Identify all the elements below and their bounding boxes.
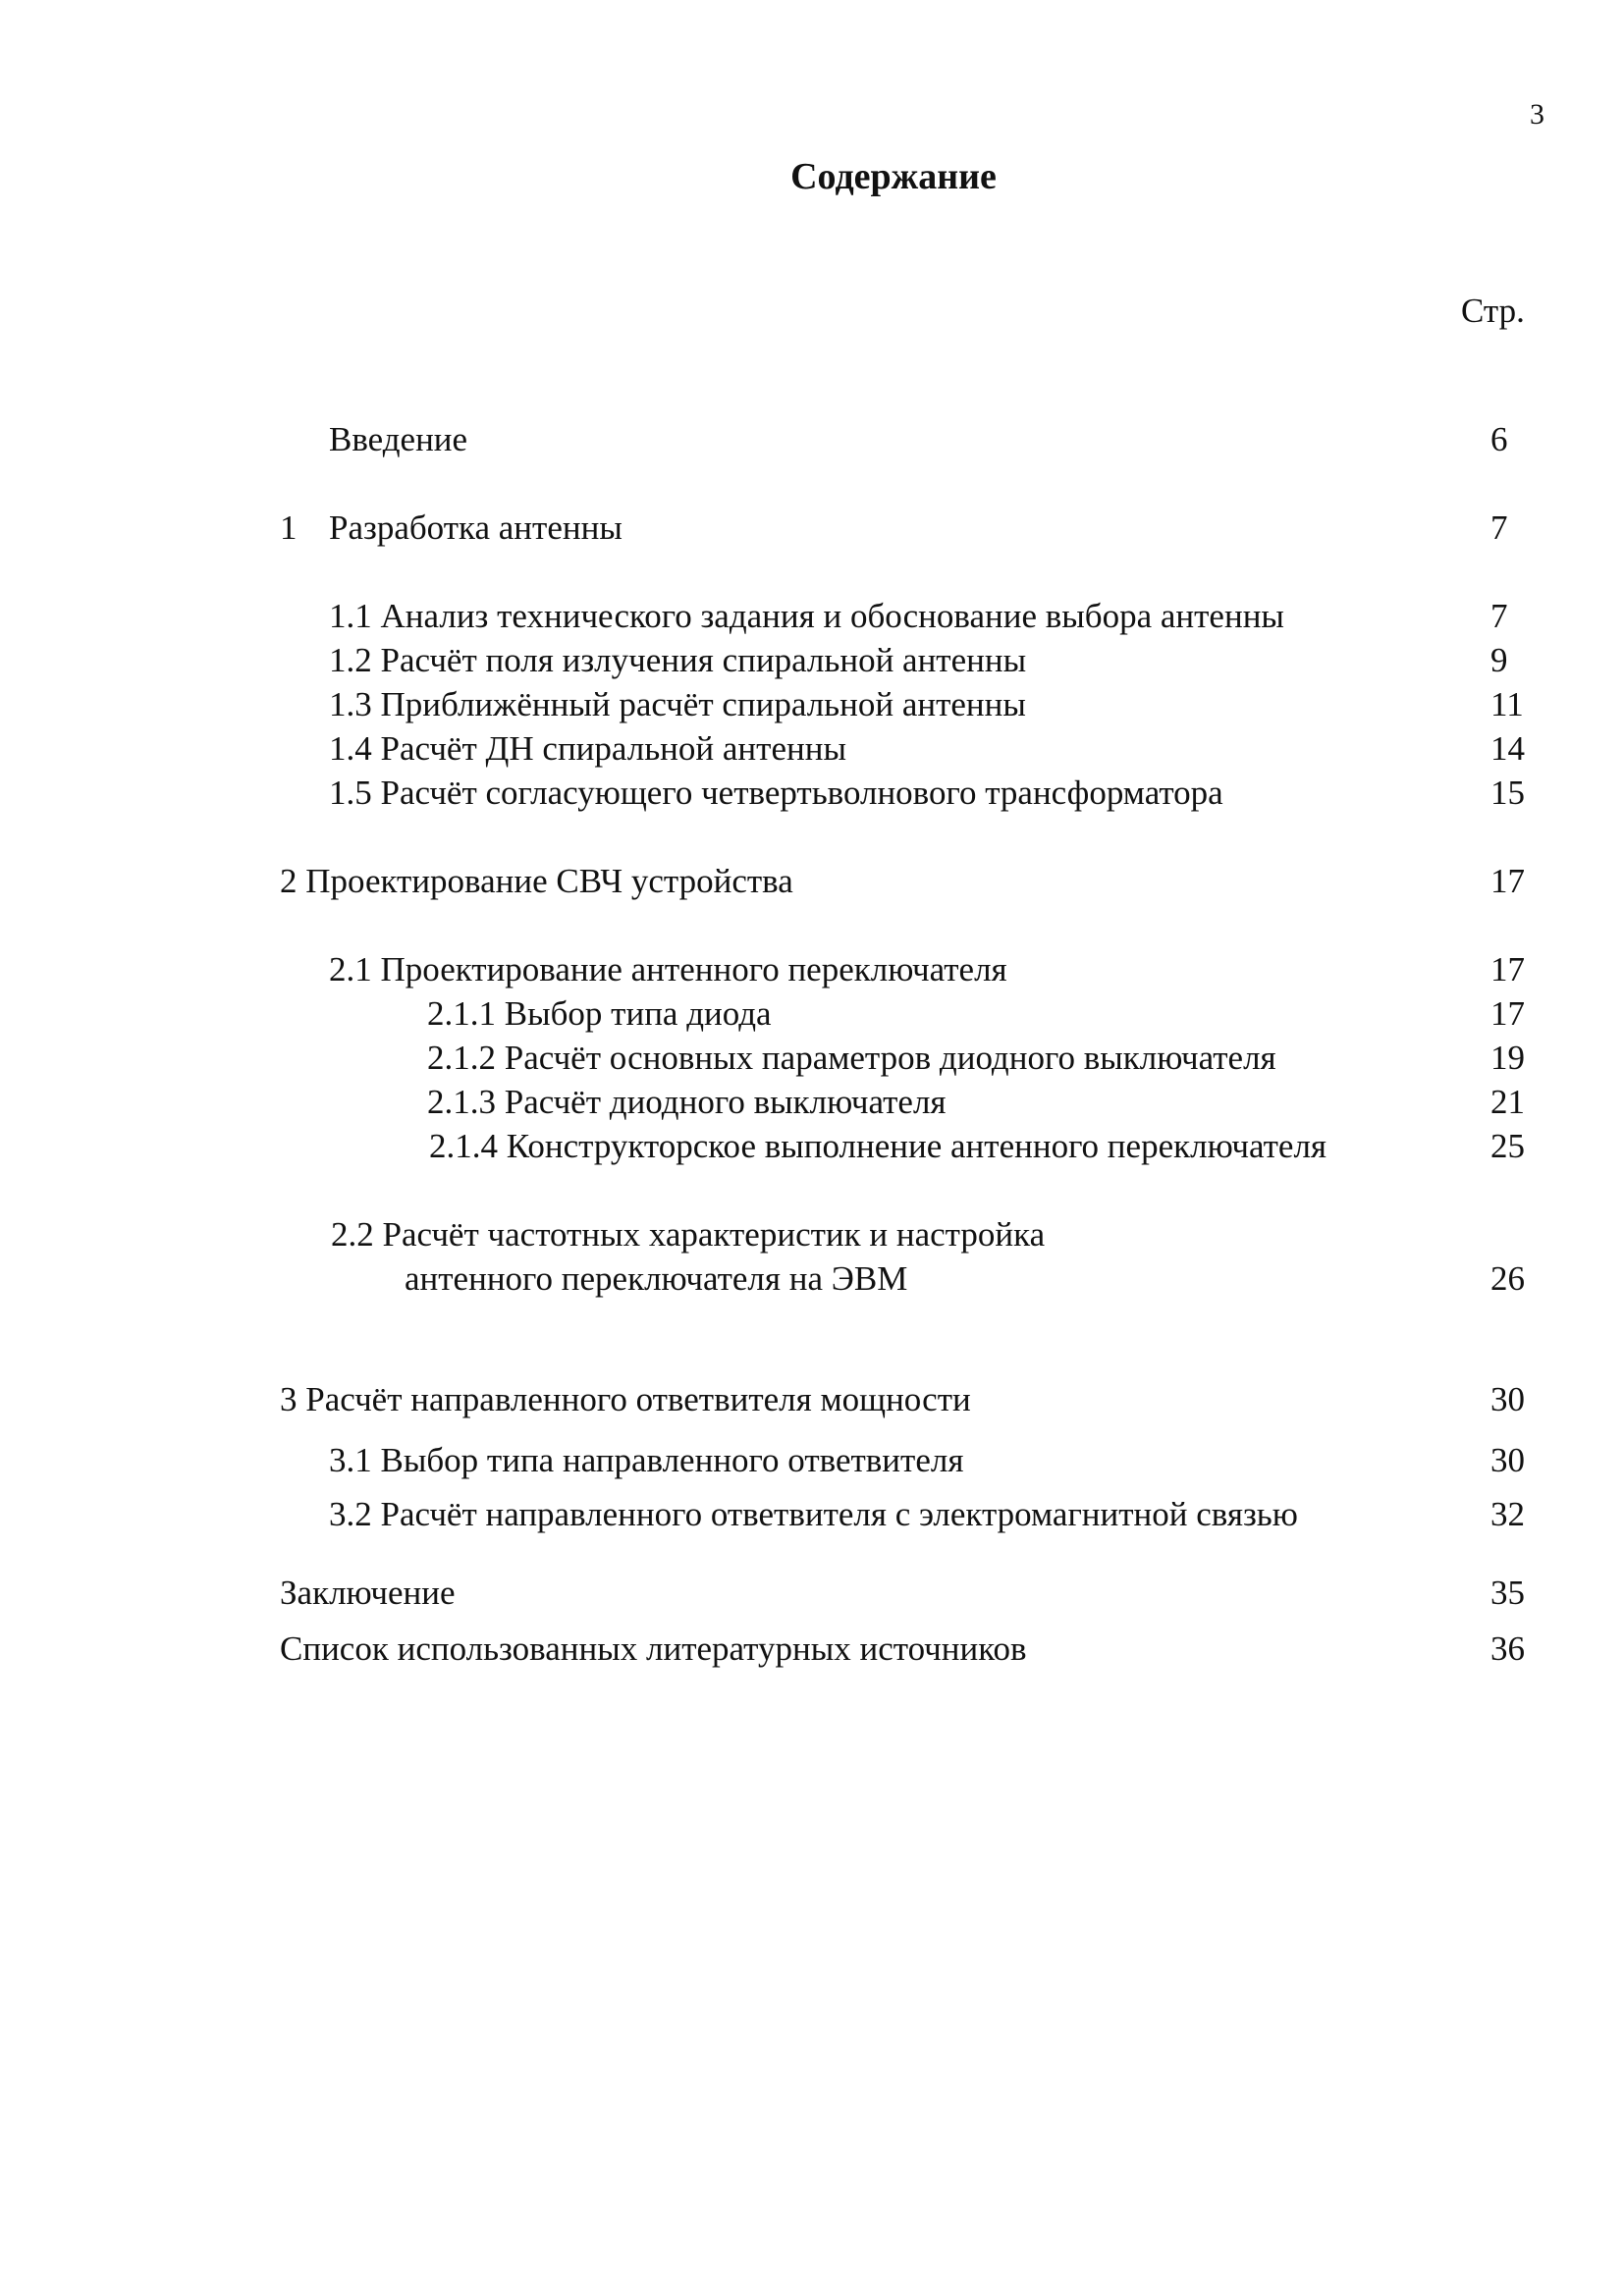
toc-page: 25 — [1490, 1127, 1525, 1165]
toc-page: 17 — [1490, 862, 1525, 900]
toc-entry-1-3: 1.3 Приближённый расчёт спиральной антенны — [329, 685, 1026, 723]
toc-entry-2-1-2: 2.1.2 Расчёт основных параметров диодного выключателя — [427, 1039, 1276, 1077]
toc-entry-references: Список использованных литературных источников — [280, 1629, 1027, 1668]
toc-page: 36 — [1490, 1629, 1525, 1668]
toc-page: 30 — [1490, 1380, 1525, 1418]
toc-page: 19 — [1490, 1039, 1525, 1077]
toc-entry-conclusion: Заключение — [280, 1574, 456, 1612]
toc-page: 17 — [1490, 950, 1525, 988]
toc-entry-2-1-4: 2.1.4 Конструкторское выполнение антенного переключателя — [429, 1127, 1327, 1165]
toc-page: 30 — [1490, 1441, 1525, 1479]
toc-entry-2-1-3: 2.1.3 Расчёт диодного выключателя — [427, 1083, 947, 1121]
toc-entry-1-4: 1.4 Расчёт ДН спиральной антенны — [329, 729, 846, 768]
toc-page: 26 — [1490, 1259, 1525, 1298]
toc-page: 17 — [1490, 994, 1525, 1033]
toc-page: 11 — [1490, 685, 1524, 723]
toc-page: 7 — [1490, 508, 1508, 547]
toc-entry-3-1: 3.1 Выбор типа направленного ответвителя — [329, 1441, 964, 1479]
toc-page: 14 — [1490, 729, 1525, 768]
toc-page: 32 — [1490, 1495, 1525, 1533]
page-number: 3 — [1530, 98, 1544, 131]
toc-entry-2: 2 Проектирование СВЧ устройства — [280, 862, 793, 900]
toc-page: 35 — [1490, 1574, 1525, 1612]
toc-entry-2-1-1: 2.1.1 Выбор типа диода — [427, 994, 772, 1033]
toc-entry-1-2: 1.2 Расчёт поля излучения спиральной антенны — [329, 641, 1027, 679]
toc-entry-3: 3 Расчёт направленного ответвителя мощности — [280, 1380, 971, 1418]
toc-entry-1-1: 1.1 Анализ технического задания и обоснование выбора антенны — [329, 597, 1284, 635]
toc-title: Содержание — [790, 156, 997, 197]
toc-entry-3-2: 3.2 Расчёт направленного ответвителя с электромагнитной связью — [329, 1495, 1298, 1533]
toc-page: 9 — [1490, 641, 1508, 679]
toc-entry-2-2: 2.2 Расчёт частотных характеристик и настройка — [331, 1215, 1046, 1254]
toc-entry-1-5: 1.5 Расчёт согласующего четвертьволнового трансформатора — [329, 774, 1223, 812]
toc-entry-2-1: 2.1 Проектирование антенного переключателя — [329, 950, 1007, 988]
toc-entry-intro: Введение — [329, 420, 468, 458]
toc-page: 7 — [1490, 597, 1508, 635]
toc-chapter-number: 1 — [280, 508, 298, 547]
toc-entry-1: Разработка антенны — [329, 508, 623, 547]
toc-page: 6 — [1490, 420, 1508, 458]
toc-page: 15 — [1490, 774, 1525, 812]
toc-entry-2-2-cont: антенного переключателя на ЭВМ — [405, 1259, 908, 1298]
page-column-header: Стр. — [1461, 292, 1525, 330]
toc-page: 21 — [1490, 1083, 1525, 1121]
